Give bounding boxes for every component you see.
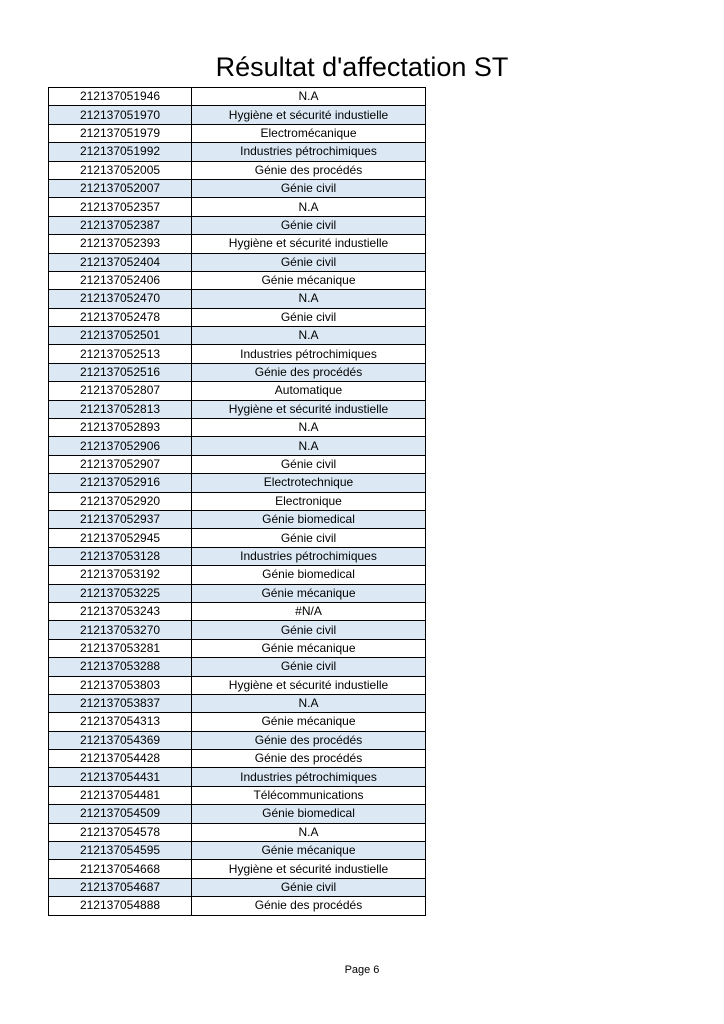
student-id-cell: 212137053837 [49, 694, 192, 712]
table-row [49, 731, 426, 749]
table-row [49, 198, 426, 216]
student-id-cell: 212137053225 [49, 584, 192, 602]
table-row [49, 658, 426, 676]
specialty-cell: N.A [192, 198, 426, 216]
page-number: Page 6 [344, 964, 380, 976]
table-row [49, 161, 426, 179]
specialty-cell: Génie civil [192, 529, 426, 547]
table-row [49, 400, 426, 418]
specialty-cell: Industries pétrochimiques [192, 143, 426, 161]
student-id-cell: 212137054509 [49, 805, 192, 823]
specialty-cell: Génie mécanique [192, 584, 426, 602]
specialty-cell: Electronique [192, 492, 426, 510]
table-row [49, 897, 426, 915]
specialty-cell: Hygiène et sécurité industielle [192, 400, 426, 418]
table-row [49, 639, 426, 657]
student-id-cell: 212137052893 [49, 419, 192, 437]
student-id-cell: 212137054668 [49, 860, 192, 878]
specialty-cell: Génie mécanique [192, 639, 426, 657]
student-id-cell: 212137054687 [49, 878, 192, 896]
student-id-cell: 212137052404 [49, 253, 192, 271]
table-row [49, 510, 426, 528]
student-id-cell: 212137052813 [49, 400, 192, 418]
table-row [49, 860, 426, 878]
student-id-cell: 212137051992 [49, 143, 192, 161]
student-id-cell: 212137052937 [49, 510, 192, 528]
specialty-cell: N.A [192, 327, 426, 345]
table-row [49, 253, 426, 271]
student-id-cell: 212137052920 [49, 492, 192, 510]
specialty-cell: Génie mécanique [192, 271, 426, 289]
table-row [49, 327, 426, 345]
specialty-cell: Génie civil [192, 308, 426, 326]
table-row [49, 805, 426, 823]
table-row [49, 750, 426, 768]
student-id-cell: 212137052357 [49, 198, 192, 216]
student-id-cell: 212137054369 [49, 731, 192, 749]
student-id-cell: 212137051946 [49, 88, 192, 106]
specialty-cell: Génie biomedical [192, 566, 426, 584]
table-row [49, 308, 426, 326]
table-row [49, 621, 426, 639]
specialty-cell: Génie civil [192, 455, 426, 473]
table-row [49, 363, 426, 381]
specialty-cell: Hygiène et sécurité industielle [192, 676, 426, 694]
student-id-cell: 212137054578 [49, 823, 192, 841]
student-id-cell: 212137051970 [49, 106, 192, 124]
table-row [49, 529, 426, 547]
specialty-cell: Industries pétrochimiques [192, 345, 426, 363]
specialty-cell: Génie des procédés [192, 731, 426, 749]
student-id-cell: 212137052906 [49, 437, 192, 455]
specialty-cell: Génie biomedical [192, 805, 426, 823]
table-row [49, 271, 426, 289]
student-id-cell: 212137052807 [49, 382, 192, 400]
table-row [49, 823, 426, 841]
table-row [49, 602, 426, 620]
specialty-cell: Génie mécanique [192, 842, 426, 860]
specialty-cell: Hygiène et sécurité industielle [192, 235, 426, 253]
table-row [49, 124, 426, 142]
table-row [49, 492, 426, 510]
specialty-cell: N.A [192, 290, 426, 308]
student-id-cell: 212137052907 [49, 455, 192, 473]
student-id-cell: 212137053281 [49, 639, 192, 657]
student-id-cell: 212137052516 [49, 363, 192, 381]
table-row [49, 547, 426, 565]
student-id-cell: 212137054428 [49, 750, 192, 768]
student-id-cell: 212137054481 [49, 786, 192, 804]
table-row [49, 676, 426, 694]
student-id-cell: 212137051979 [49, 124, 192, 142]
specialty-cell: N.A [192, 823, 426, 841]
specialty-cell: N.A [192, 419, 426, 437]
table-row [49, 419, 426, 437]
table-row [49, 216, 426, 234]
table-row [49, 474, 426, 492]
table-row [49, 878, 426, 896]
student-id-cell: 212137053803 [49, 676, 192, 694]
results-table [48, 87, 426, 916]
table-row [49, 713, 426, 731]
specialty-cell: Génie des procédés [192, 897, 426, 915]
student-id-cell: 212137053128 [49, 547, 192, 565]
student-id-cell: 212137053243 [49, 602, 192, 620]
specialty-cell: Génie civil [192, 878, 426, 896]
student-id-cell: 212137052916 [49, 474, 192, 492]
specialty-cell: N.A [192, 88, 426, 106]
page-title: Résultat d'affectation ST [215, 52, 509, 82]
table-row [49, 455, 426, 473]
student-id-cell: 212137054888 [49, 897, 192, 915]
table-row [49, 566, 426, 584]
student-id-cell: 212137052501 [49, 327, 192, 345]
student-id-cell: 212137052478 [49, 308, 192, 326]
student-id-cell: 212137052007 [49, 179, 192, 197]
table-row [49, 88, 426, 106]
student-id-cell: 212137053288 [49, 658, 192, 676]
specialty-cell: Automatique [192, 382, 426, 400]
student-id-cell: 212137052005 [49, 161, 192, 179]
specialty-cell: Génie civil [192, 216, 426, 234]
specialty-cell: Electromécanique [192, 124, 426, 142]
student-id-cell: 212137054431 [49, 768, 192, 786]
specialty-cell: Génie civil [192, 621, 426, 639]
specialty-cell: Génie des procédés [192, 161, 426, 179]
student-id-cell: 212137052945 [49, 529, 192, 547]
table-row [49, 768, 426, 786]
table-row [49, 437, 426, 455]
specialty-cell: #N/A [192, 602, 426, 620]
specialty-cell: Génie civil [192, 253, 426, 271]
specialty-cell: N.A [192, 694, 426, 712]
table-row [49, 235, 426, 253]
specialty-cell: Industries pétrochimiques [192, 547, 426, 565]
specialty-cell: Génie des procédés [192, 750, 426, 768]
table-row [49, 382, 426, 400]
student-id-cell: 212137052513 [49, 345, 192, 363]
table-row [49, 143, 426, 161]
specialty-cell: Hygiène et sécurité industielle [192, 106, 426, 124]
specialty-cell: N.A [192, 437, 426, 455]
specialty-cell: Génie des procédés [192, 363, 426, 381]
student-id-cell: 212137052393 [49, 235, 192, 253]
specialty-cell: Génie civil [192, 179, 426, 197]
student-id-cell: 212137053270 [49, 621, 192, 639]
table-row [49, 179, 426, 197]
table-row [49, 584, 426, 602]
results-table-body [49, 88, 426, 916]
student-id-cell: 212137052470 [49, 290, 192, 308]
table-row [49, 345, 426, 363]
student-id-cell: 212137052406 [49, 271, 192, 289]
specialty-cell: Génie mécanique [192, 713, 426, 731]
table-row [49, 842, 426, 860]
student-id-cell: 212137052387 [49, 216, 192, 234]
student-id-cell: 212137054313 [49, 713, 192, 731]
specialty-cell: Génie civil [192, 658, 426, 676]
student-id-cell: 212137053192 [49, 566, 192, 584]
student-id-cell: 212137054595 [49, 842, 192, 860]
table-row [49, 106, 426, 124]
table-row [49, 290, 426, 308]
specialty-cell: Télécommunications [192, 786, 426, 804]
specialty-cell: Industries pétrochimiques [192, 768, 426, 786]
specialty-cell: Génie biomedical [192, 510, 426, 528]
table-row [49, 694, 426, 712]
specialty-cell: Hygiène et sécurité industielle [192, 860, 426, 878]
table-row [49, 786, 426, 804]
specialty-cell: Electrotechnique [192, 474, 426, 492]
